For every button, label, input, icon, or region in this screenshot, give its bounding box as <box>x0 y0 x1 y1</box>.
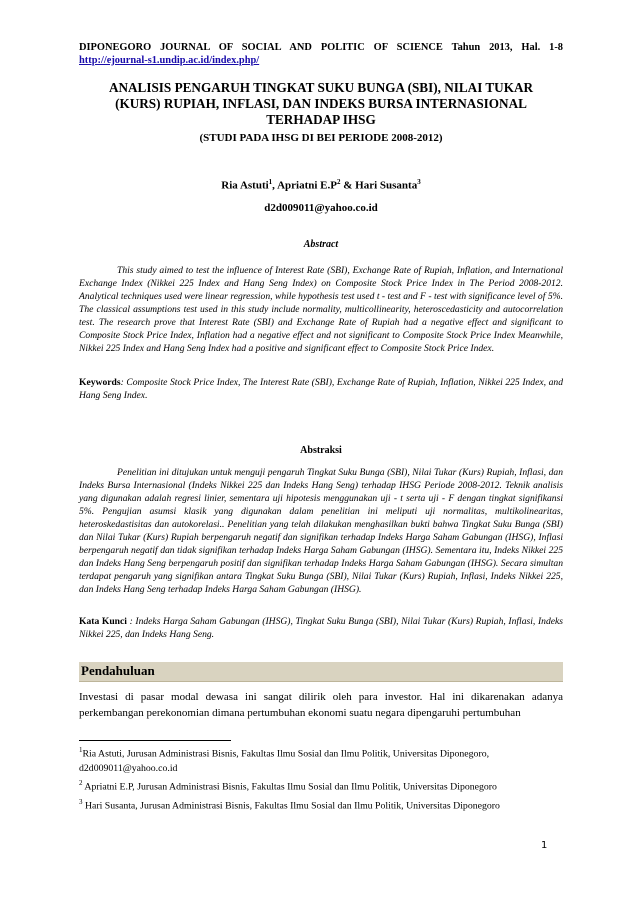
paper-subtitle: (STUDI PADA IHSG DI BEI PERIODE 2008-2012) <box>199 132 443 144</box>
author-separator: & <box>340 179 356 192</box>
footnote-divider <box>79 740 231 741</box>
abstraksi-body <box>79 466 563 596</box>
abstract-heading: Abstract <box>303 239 339 250</box>
title-line-1: ANALISIS PENGARUH TINGKAT SUKU BUNGA (SBI), NILAI TUKAR <box>108 80 534 95</box>
keywords-text: : Composite Stock Price Index, The Interest Rate (SBI), Exchange Rate of Rupiah, Inflation, Nikkei 225 Index, and Hang Seng Index. <box>79 377 563 401</box>
author-email: d2d009011@yahoo.co.id <box>264 202 378 214</box>
author-name: Ria Astuti <box>221 179 269 192</box>
footnote-marker: 1 <box>79 746 83 754</box>
title-line-2: (KURS) RUPIAH, INFLASI, DAN INDEKS BURSA INTERNASIONAL <box>115 96 527 111</box>
keywords <box>79 376 563 402</box>
section-heading: Pendahuluan <box>81 663 155 678</box>
author-name: Hari Susanta <box>355 179 418 192</box>
kata-kunci-text: : Indeks Harga Saham Gabungan (IHSG), Tingkat Suku Bunga (SBI), Nilai Tukar (Kurs) Rupiah, Inflasi, Indeks Nikkei 225, dan Indeks Hang Seng. <box>79 616 563 640</box>
abstraksi-heading: Abstraksi <box>300 445 342 456</box>
section-body: Investasi di pasar modal dewasa ini sangat dilirik oleh para investor. Hal ini dikarenakan adanya perkembangan perekonomian dimana pertumbuhan ekonomi suatu negara dipengaruhi pertumbuhan <box>79 691 563 719</box>
journal-url-link[interactable]: http://ejournal-s1.undip.ac.id/index.php/ <box>79 55 260 66</box>
footnote-3 <box>79 795 563 813</box>
author-affiliation-marker: 2 <box>336 178 341 186</box>
footnote-marker: 2 <box>79 779 83 788</box>
footnote-text: Hari Susanta, Jurusan Administrasi Bisnis, Fakultas Ilmu Sosial dan Ilmu Politik, Universitas Diponegoro <box>82 799 500 811</box>
footnote-text: Ria Astuti, Jurusan Administrasi Bisnis, Fakultas Ilmu Sosial dan Ilmu Politik, Universitas Diponegoro, <box>82 748 490 760</box>
footnote-1-email: d2d009011@yahoo.co.id <box>79 763 178 775</box>
footnote-1 <box>79 743 563 761</box>
author-name: Apriatni E.P <box>277 179 337 192</box>
paper-title <box>79 80 563 128</box>
kata-kunci <box>79 615 563 641</box>
author-separator: , <box>272 179 278 192</box>
abstract-body <box>79 264 563 355</box>
keywords-label: Keywords <box>79 377 121 388</box>
footnote-marker: 3 <box>79 797 83 806</box>
author-list <box>79 175 563 193</box>
footnote-2 <box>79 776 563 794</box>
author-affiliation-marker: 3 <box>417 178 421 186</box>
abstract-text: This study aimed to test the influence of Interest Rate (SBI), Exchange Rate of Rupiah, Inflation, and International Exchange Index (Nikkei 225 Index and Hang Seng Index) on Composite Stock Price Index in The Period 2008-2012. Analytical techniques used were linear regression, while hypothesis test used t - test and F - test with significance level of 5%. The classical assumptions test used in this study include normality, multicollinearity, heteroscedasticity and autocorrelation test. The research prove that Interest Rate (SBI) and Exchange Rate of Rupiah had a negative effect and significant to Composite Stock Price Index, Inflation had a negative effect and not significant to Composite Stock Price Index Meanwhile, Nikkei 225 Index and Hang Seng Index had a positive and significant effect to Composite Stock Price Index. <box>79 265 563 354</box>
journal-header: DIPONEGORO JOURNAL OF SOCIAL AND POLITIC OF SCIENCE Tahun 2013, Hal. 1-8 <box>79 42 563 53</box>
title-line-3: TERHADAP IHSG <box>266 112 376 127</box>
kata-kunci-label: Kata Kunci <box>79 616 127 627</box>
abstraksi-text: Penelitian ini ditujukan untuk menguji pengaruh Tingkat Suku Bunga (SBI), Nilai Tukar (Kurs) Rupiah, Inflasi, dan Indeks Bursa Internasional (Indeks Nikkei 225 dan Indeks Hang Seng) terhadap IHSG Periode 2008-2012. Teknik analisis yang digunakan adalah regresi linier, sementara uji hipotesis menggunakan uji - t serta uji - F dengan tingkat signifikansi 5%. Pengujian asumsi klasik yang digunakan dalam penelitian ini meliputi uji normalitas, multikolinearitas, heteroskedastisitas dan autokorelasi.. Penelitian yang telah dilakukan menghasilkan bukti bahwa Tingkat Suku Bunga (SBI) dan Nilai Tukar (Kurs) Rupiah berpengaruh negatif dan signifikan terhadap Indeks Harga Saham Gabungan (IHSG), Inflasi berpengaruh negatif dan tidak signifikan terhadap Indeks Harga Saham Gabungan (IHSG). Sementara itu, Indeks Nikkei 225 dan Indeks Hang Seng berpengaruh positif dan signifikan terhadap Indeks Harga Saham Gabungan (IHSG). Secara simultan terdapat pengaruh yang signifikan antara Tingkat Suku Bunga (SBI), Nilai Tukar (Kurs) Rupiah, Inflasi, Indeks Nikkei 225, dan Indeks Hang Seng terhadap Indeks Harga Saham Gabungan (IHSG). <box>79 467 563 595</box>
footnote-text: Apriatni E.P, Jurusan Administrasi Bisnis, Fakultas Ilmu Sosial dan Ilmu Politik, Universitas Diponegoro <box>82 781 497 793</box>
section-heading-bar <box>79 662 563 682</box>
page-number: 1 <box>541 840 548 851</box>
footnotes <box>79 743 563 813</box>
author-affiliation-marker: 1 <box>268 178 273 186</box>
